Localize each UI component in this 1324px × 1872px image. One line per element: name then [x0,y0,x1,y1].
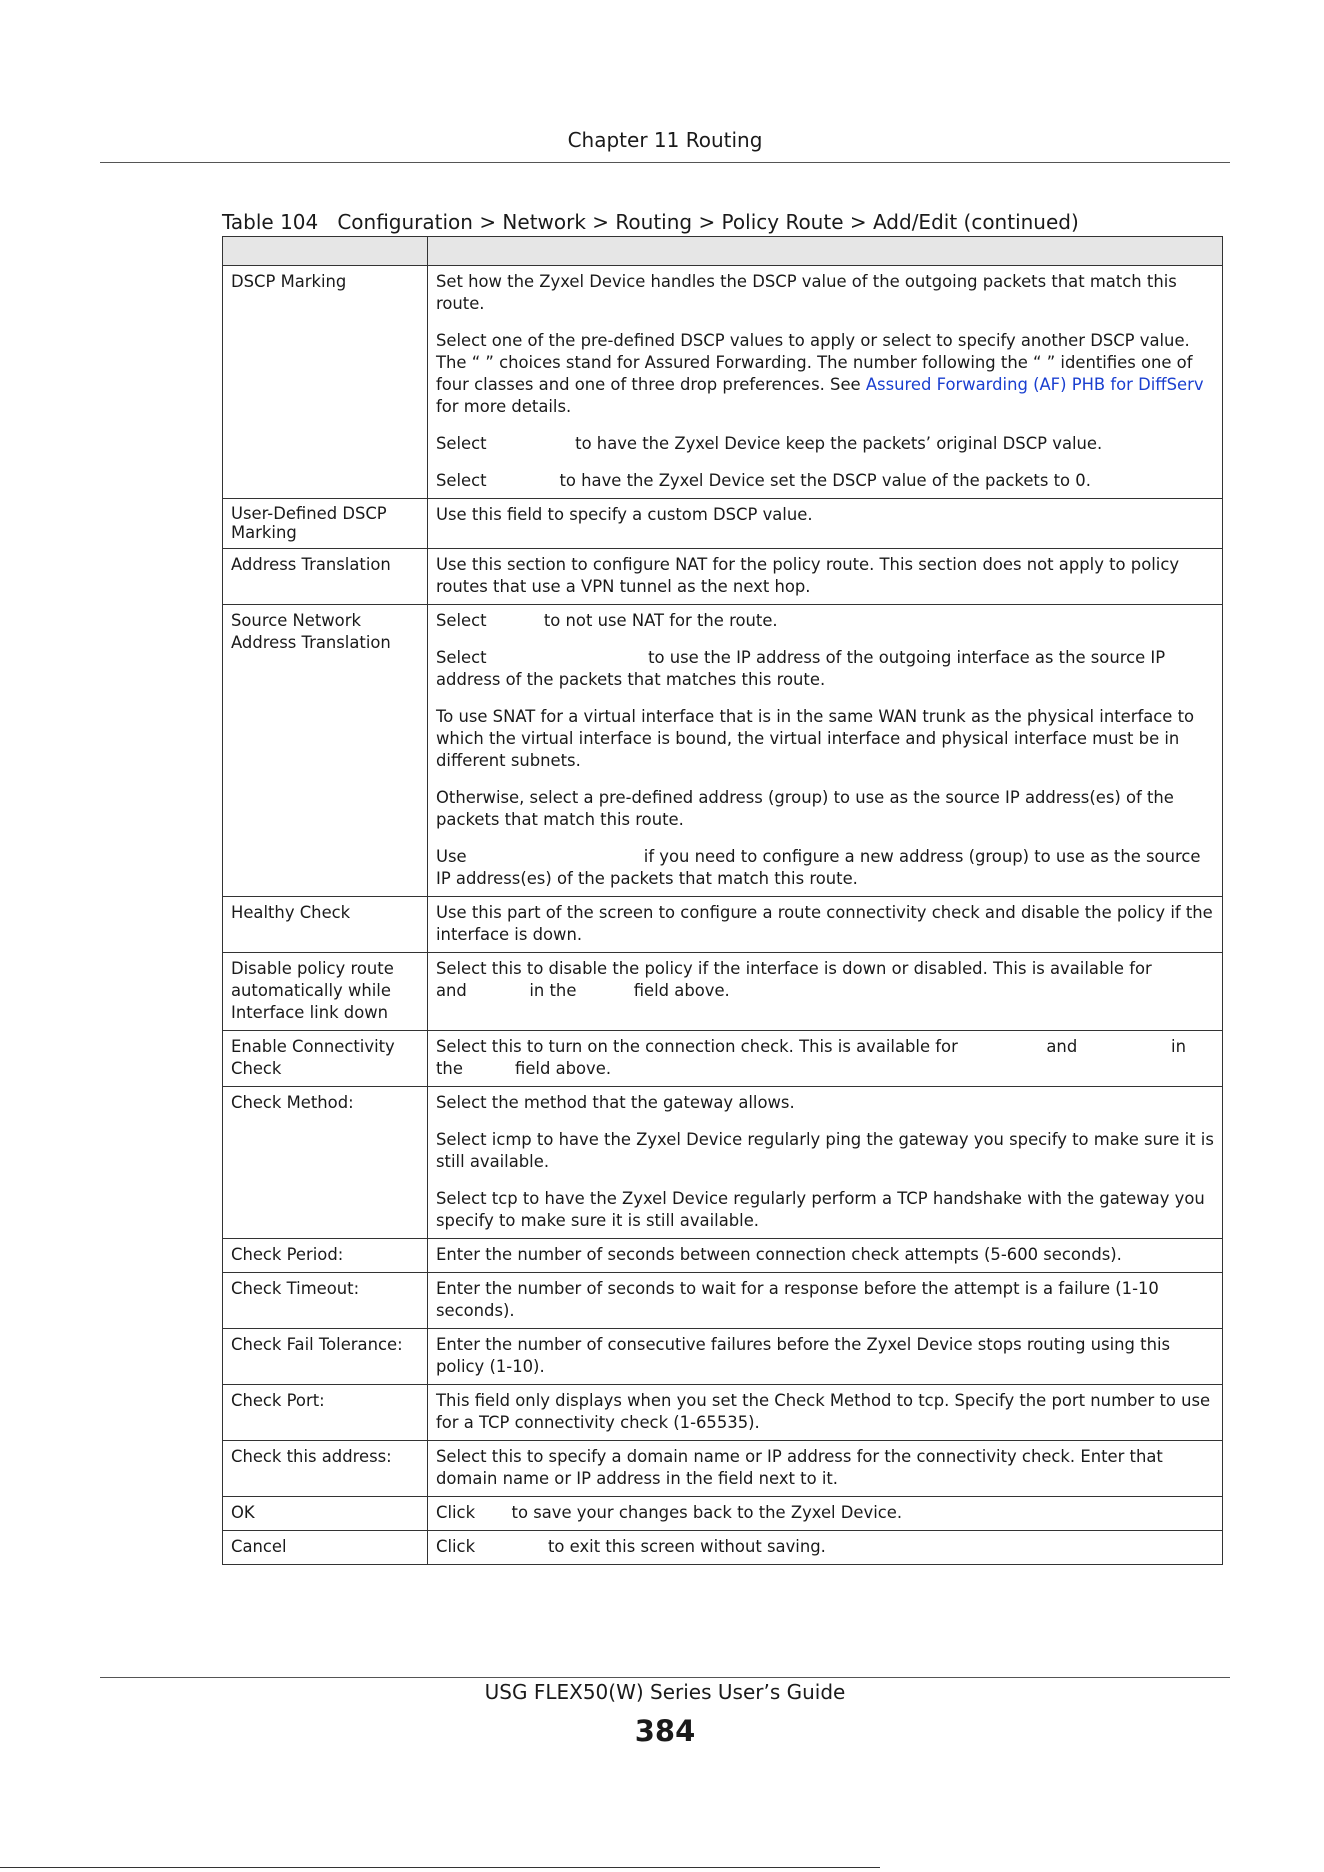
row-label: Check Fail Tolerance: [223,1329,428,1385]
table-row [223,953,1223,1031]
description-paragraph: Select to have the Zyxel Device set the DSCP value of the packets to 0. [436,471,1091,490]
description-paragraph: Otherwise, select a pre-defined address (group) to use as the source IP address(es) of the packets that match this route. [436,788,1174,829]
paragraph-suffix: for more details. [436,397,572,416]
row-description: Select this to specify a domain name or IP address for the connectivity check. Enter that domain name or IP address in the field next to it. [428,1441,1223,1497]
row-label: Healthy Check [223,897,428,953]
row-description: Click to save your changes back to the Zyxel Device. [428,1497,1223,1531]
description-paragraph: Use if you need to configure a new address (group) to use as the source IP address(es) of the packets that match this route. [436,847,1206,888]
description-paragraph: To use SNAT for a virtual interface that is in the same WAN trunk as the physical interface to which the virtual interface is bound, the virtual interface and physical interface must be in different subnets. [436,707,1195,770]
table-header-description [428,237,1223,266]
table-row [223,1239,1223,1273]
description-paragraph: Select tcp to have the Zyxel Device regularly perform a TCP handshake with the gateway you specify to make sure it is still available. [436,1189,1205,1230]
row-label: Check Method: [223,1087,428,1239]
row-label: Check this address: [223,1441,428,1497]
row-description: Click to exit this screen without saving. [428,1531,1223,1565]
paragraph-text: Select one of the pre-defined DSCP values to apply or select to specify another DSCP value. The “ ” choices stand for Assured Forwarding. The number following the “ ” identifies one of four classes and one of three drop preferences. See [436,331,1193,394]
field-description-table [222,236,1246,1565]
page-bottom-rule [0,1867,880,1868]
row-description: This field only displays when you set the Check Method to tcp. Specify the port number to use for a TCP connectivity check (1-65535). [428,1385,1223,1441]
header-divider [100,162,1230,163]
table-row [223,605,1223,897]
table-row [223,1087,1223,1239]
table-row [223,1329,1223,1385]
footer-divider [100,1677,1230,1678]
table-row [223,1273,1223,1329]
chapter-header: Chapter 11 Routing [567,128,763,152]
description-paragraph: Select icmp to have the Zyxel Device regularly ping the gateway you specify to make sure it is still available. [436,1130,1214,1171]
row-label: Disable policy route automatically while Interface link down [223,953,428,1031]
row-label: OK [223,1497,428,1531]
row-description [428,1087,1223,1239]
row-label: User-Defined DSCP Marking [223,499,428,549]
table-row [223,266,1223,499]
row-label: Cancel [223,1531,428,1565]
row-label: Check Port: [223,1385,428,1441]
row-label: Source Network Address Translation [223,605,428,897]
table-row [223,1497,1223,1531]
table-row [223,549,1223,605]
table-caption: Table 104 Configuration > Network > Routing > Policy Route > Add/Edit (continued) [222,210,1079,234]
table-row [223,1031,1223,1087]
row-description: Enter the number of seconds between connection check attempts (5-600 seconds). [428,1239,1223,1273]
table-row [223,897,1223,953]
assured-forwarding-link[interactable]: Assured Forwarding (AF) PHB for DiffServ [865,375,1204,394]
row-description: Select this to turn on the connection check. This is available for and in the field above. [428,1031,1223,1087]
page-number: 384 [634,1714,696,1748]
row-description: Enter the number of consecutive failures before the Zyxel Device stops routing using this policy (1-10). [428,1329,1223,1385]
row-label: Address Translation [223,549,428,605]
row-description: Use this field to specify a custom DSCP value. [428,499,1223,549]
table-header-row [223,237,1223,266]
table-row [223,1441,1223,1497]
row-description: Use this section to configure NAT for the policy route. This section does not apply to policy routes that use a VPN tunnel as the next hop. [428,549,1223,605]
row-description: Use this part of the screen to configure a route connectivity check and disable the policy if the interface is down. [428,897,1223,953]
row-description: Enter the number of seconds to wait for a response before the attempt is a failure (1-10 seconds). [428,1273,1223,1329]
row-label: DSCP Marking [223,266,428,499]
row-description [428,605,1223,897]
row-description: Select this to disable the policy if the interface is down or disabled. This is available for and in the field above. [428,953,1223,1031]
row-label: Check Timeout: [223,1273,428,1329]
guide-title: USG FLEX50(W) Series User’s Guide [484,1680,846,1704]
description-paragraph: Select to not use NAT for the route. [436,611,778,630]
description-paragraph: Select to use the IP address of the outgoing interface as the source IP address of the packets that matches this route. [436,648,1171,689]
table-row [223,1531,1223,1565]
table-row [223,1385,1223,1441]
description-paragraph: Set how the Zyxel Device handles the DSCP value of the outgoing packets that match this route. [436,272,1177,313]
row-label: Enable Connectivity Check [223,1031,428,1087]
row-label: Check Period: [223,1239,428,1273]
description-paragraph: Select the method that the gateway allows. [436,1093,795,1112]
table-row [223,499,1223,549]
description-paragraph: Select to have the Zyxel Device keep the packets’ original DSCP value. [436,434,1103,453]
description-paragraph [436,330,1214,418]
table-header-label [223,237,428,266]
row-description [428,266,1223,499]
